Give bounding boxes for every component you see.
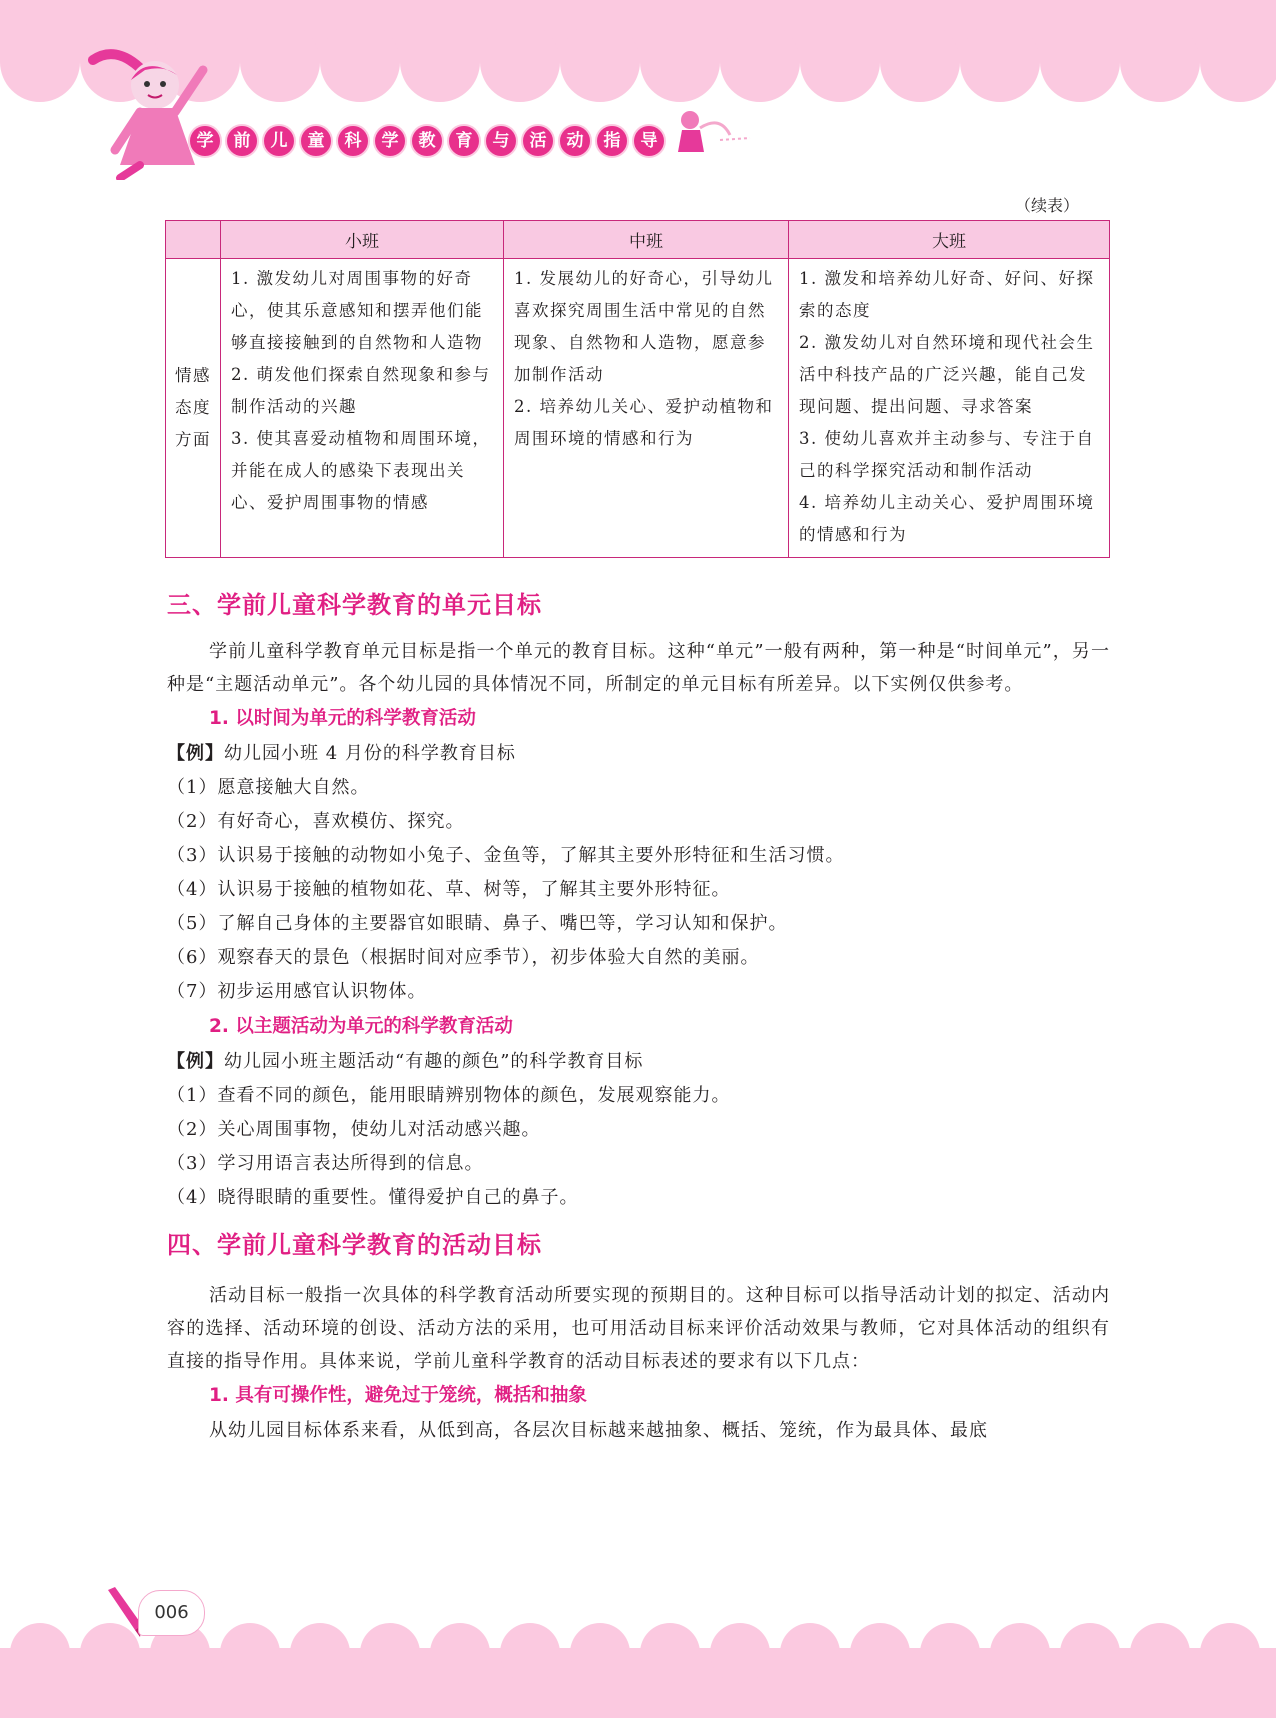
table-continuation-label: （续表） <box>1015 196 1080 215</box>
body-content <box>167 585 1110 1447</box>
list-item: （3）学习用语言表达所得到的信息。 <box>167 1153 484 1174</box>
table-cell <box>221 259 504 558</box>
header-char: 儿 <box>262 124 296 158</box>
paragraph: 学前儿童科学教育单元目标是指一个单元的教育目标。这种“单元”一般有两种，第一种是“时间单元”，另一种是“主题活动单元”。各个幼儿园的具体情况不同，所制定的单元目标有所差异。以下实例仅供参考。 <box>167 641 1110 695</box>
section-heading: 三、学前儿童科学教育的单元目标 <box>167 591 542 619</box>
header-char: 活 <box>521 124 555 158</box>
running-header-title <box>188 124 666 158</box>
list-item: （4）晓得眼睛的重要性。懂得爱护自己的鼻子。 <box>167 1187 579 1208</box>
table-row <box>166 259 1110 558</box>
row-header-line: 情感 <box>175 366 211 385</box>
subsection-heading: 1. 以时间为单元的科学教育活动 <box>209 708 476 729</box>
list-item: （1）查看不同的颜色，能用眼睛辨别物体的颜色，发展观察能力。 <box>167 1085 731 1106</box>
cell-item: 1. 激发和培养幼儿好奇、好问、好探索的态度 <box>799 269 1095 320</box>
cell-item: 1. 激发幼儿对周围事物的好奇心，使其乐意感知和摆弄他们能够直接接触到的自然物和人造物 <box>231 269 483 352</box>
section-heading: 四、学前儿童科学教育的活动目标 <box>167 1231 542 1259</box>
cell-item: 2. 萌发他们探索自然现象和参与制作活动的兴趣 <box>231 365 491 416</box>
list-item: （2）有好奇心，喜欢模仿、探究。 <box>167 811 465 832</box>
subsection-heading: 2. 以主题活动为单元的科学教育活动 <box>209 1016 513 1037</box>
header-char: 导 <box>632 124 666 158</box>
paragraph: 活动目标一般指一次具体的科学教育活动所要实现的预期目的。这种目标可以指导活动计划的拟定、活动内容的选择、活动环境的创设、活动方法的采用，也可用活动目标来评价活动效果与教师，它对具体活动的组织有直接的指导作用。具体来说，学前儿童科学教育的活动目标表述的要求有以下几点： <box>167 1285 1110 1372</box>
girl-mascot-icon <box>85 40 215 180</box>
row-header-line: 方面 <box>175 430 211 449</box>
example-tag: 【例】 <box>167 1051 224 1072</box>
table-cell <box>504 259 789 558</box>
header-char: 学 <box>188 124 222 158</box>
list-item: （5）了解自己身体的主要器官如眼睛、鼻子、嘴巴等，学习认知和保护。 <box>167 913 788 934</box>
header-char: 童 <box>299 124 333 158</box>
cell-item: 3. 使幼儿喜欢并主动参与、专注于自己的科学探究活动和制作活动 <box>799 429 1095 480</box>
table-corner <box>166 221 221 259</box>
header-char: 学 <box>373 124 407 158</box>
header-char: 教 <box>410 124 444 158</box>
example-tag: 【例】 <box>167 743 224 764</box>
list-item: （7）初步运用感官认识物体。 <box>167 981 427 1002</box>
cell-item: 4. 培养幼儿主动关心、爱护周围环境的情感和行为 <box>799 493 1095 544</box>
column-header: 中班 <box>504 221 789 259</box>
example-text: 幼儿园小班 4 月份的科学教育目标 <box>224 743 516 764</box>
page-number: 006 <box>138 1590 205 1636</box>
list-item: （1）愿意接触大自然。 <box>167 777 370 798</box>
example-text: 幼儿园小班主题活动“有趣的颜色”的科学教育目标 <box>224 1051 644 1072</box>
header-char: 科 <box>336 124 370 158</box>
header-char: 育 <box>447 124 481 158</box>
list-item: （6）观察春天的景色（根据时间对应季节），初步体验大自然的美丽。 <box>167 947 760 968</box>
column-header: 大班 <box>789 221 1110 259</box>
table-header-row <box>166 221 1110 259</box>
table-cell <box>789 259 1110 558</box>
list-item: （2）关心周围事物，使幼儿对活动感兴趣。 <box>167 1119 541 1140</box>
cell-item: 2. 激发幼儿对自然环境和现代社会生活中科技产品的广泛兴趣，能自己发现问题、提出问题、寻求答案 <box>799 333 1095 416</box>
column-header: 小班 <box>221 221 504 259</box>
paragraph: 从幼儿园目标体系来看，从低到高，各层次目标越来越抽象、概括、笼统，作为最具体、最底 <box>209 1420 988 1441</box>
header-char: 前 <box>225 124 259 158</box>
header-char: 动 <box>558 124 592 158</box>
example-line <box>167 737 1110 771</box>
list-item: （3）认识易于接触的动物如小兔子、金鱼等，了解其主要外形特征和生活习惯。 <box>167 845 845 866</box>
header-char: 指 <box>595 124 629 158</box>
cell-item: 2. 培养幼儿关心、爱护动植物和周围环境的情感和行为 <box>514 397 774 448</box>
subsection-heading: 1. 具有可操作性，避免过于笼统，概括和抽象 <box>209 1385 587 1406</box>
fairy-icon <box>660 100 760 160</box>
goals-table <box>165 220 1110 558</box>
example-line <box>167 1045 1110 1079</box>
cell-item: 3. 使其喜爱动植物和周围环境，并能在成人的感染下表现出关心、爱护周围事物的情感 <box>231 429 491 512</box>
list-item: （4）认识易于接触的植物如花、草、树等，了解其主要外形特征。 <box>167 879 731 900</box>
row-header <box>166 259 221 558</box>
row-header-line: 态度 <box>175 398 211 417</box>
header-char: 与 <box>484 124 518 158</box>
cell-item: 1. 发展幼儿的好奇心，引导幼儿喜欢探究周围生活中常见的自然现象、自然物和人造物，愿意参加制作活动 <box>514 269 774 384</box>
